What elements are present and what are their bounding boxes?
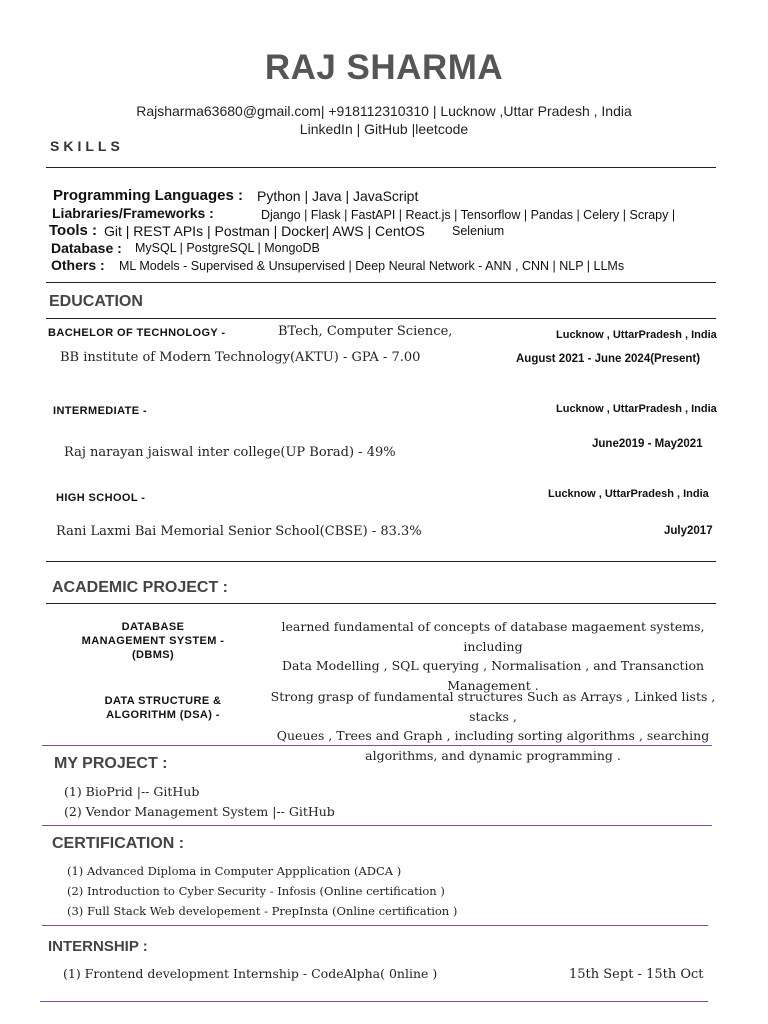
programming-languages-value: Python | Java | JavaScript (257, 188, 419, 204)
dsa-project-description: Strong grasp of fundamental structures Such as Arrays , Linked lists , stacks , Queues , Trees and Graph , including sorting algorithms , searching algorithms, and dynamic programming . (270, 689, 716, 763)
degree-dates: August 2021 - June 2024(Present) (516, 353, 701, 365)
candidate-name: RAJ SHARMA (264, 48, 504, 87)
frameworks-label: Liabraries/Frameworks : (52, 205, 214, 221)
frameworks-value: Django | Flask | FastAPI | React.js | Tensorflow | Pandas | Celery | Scrapy | (261, 208, 676, 222)
dbms-project-title: DATABASE MANAGEMENT SYSTEM - (DBMS) (81, 621, 225, 661)
education-heading: EDUCATION (49, 293, 143, 310)
certification-list (67, 861, 457, 921)
list-item: (1) BioPrid |-- GitHub (64, 784, 200, 799)
section-divider (46, 603, 716, 604)
intermediate-location: Lucknow , UttarPradesh , India (556, 403, 717, 415)
high-school-title: HIGH SCHOOL - (56, 492, 146, 504)
skills-heading: SKILLS (50, 138, 124, 154)
degree-title: BACHELOR OF TECHNOLOGY - (48, 327, 226, 339)
internship-dates: 15th Sept - 15th Oct (569, 967, 704, 982)
others-value: ML Models - Supervised & Unsupervised | Deep Neural Network - ANN , CNN | NLP | LLMs (119, 259, 625, 273)
tools-label: Tools : (49, 222, 98, 239)
list-item: (2) Vendor Management System |-- GitHub (64, 804, 335, 819)
section-divider (42, 825, 712, 826)
section-divider (46, 561, 716, 562)
degree-specialization: BTech, Computer Science, (278, 324, 453, 339)
programming-languages-label: Programming Languages : (53, 187, 244, 204)
dbms-project-description: learned fundamental of concepts of database magaement systems, including Data Modelling , SQL querying , Normalisation , and Transanction Management . (281, 619, 705, 693)
section-divider (42, 745, 712, 746)
section-divider (40, 1001, 708, 1002)
degree-institution: BB institute of Modern Technology(AKTU) - GPA - 7.00 (60, 350, 421, 365)
intermediate-dates: June2019 - May2021 (592, 438, 703, 450)
internship-item: (1) Frontend development Internship - CodeAlpha( 0nline ) (63, 966, 438, 981)
section-divider (46, 167, 716, 168)
contact-line: Rajsharma63680@gmail.com| +918112310310 | Lucknow ,Uttar Pradesh , India (136, 103, 632, 119)
internship-heading: INTERNSHIP : (48, 938, 148, 955)
database-value: MySQL | PostgreSQL | MongoDB (135, 241, 320, 255)
section-divider (42, 925, 708, 926)
intermediate-title: INTERMEDIATE - (53, 405, 148, 417)
list-item: (3) Full Stack Web developement - PrepInsta (Online certification ) (67, 904, 458, 918)
list-item: (1) Advanced Diploma in Computer Appplication (ADCA ) (67, 864, 402, 878)
tools-extra: Selenium (452, 224, 505, 238)
list-item: (2) Introduction to Cyber Security - Infosis (Online certification ) (67, 884, 445, 898)
profile-links-line: LinkedIn | GitHub |leetcode (299, 121, 469, 137)
project-list (64, 782, 335, 822)
section-divider (46, 282, 716, 283)
intermediate-institution: Raj narayan jaiswal inter college(UP Borad) - 49% (64, 445, 396, 460)
my-project-heading: MY PROJECT : (54, 755, 168, 772)
tools-value: Git | REST APIs | Postman | Docker| AWS | CentOS (104, 223, 425, 239)
high-school-institution: Rani Laxmi Bai Memorial Senior School(CBSE) - 83.3% (56, 524, 422, 539)
dsa-project-title: DATA STRUCTURE & ALGORITHM (DSA) - (104, 695, 222, 721)
degree-location: Lucknow , UttarPradesh , India (556, 329, 717, 341)
academic-project-heading: ACADEMIC PROJECT : (52, 579, 229, 596)
others-label: Others : (51, 257, 105, 273)
database-label: Database : (51, 240, 122, 256)
section-divider (46, 318, 716, 319)
high-school-location: Lucknow , UttarPradesh , India (548, 488, 709, 500)
high-school-dates: July2017 (664, 525, 713, 537)
certification-heading: CERTIFICATION : (52, 835, 185, 852)
